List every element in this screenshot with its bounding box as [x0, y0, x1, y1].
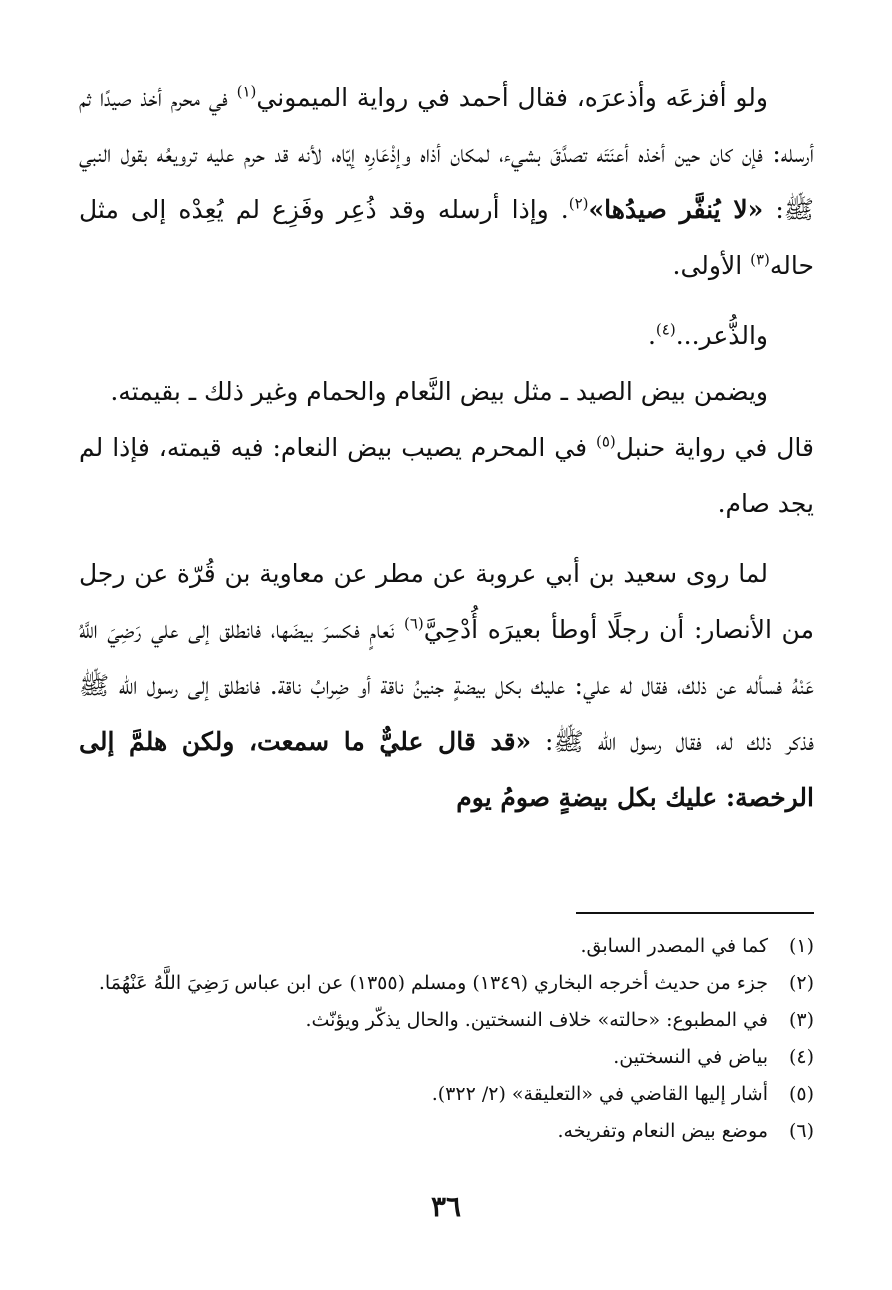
footnote-divider — [576, 912, 814, 914]
p4-text-2: في المحرم يصيب بيض النعام: فيه قيمته، فإذا لم يجد صام. — [79, 433, 814, 518]
footnote-text: كما في المصدر السابق. — [580, 935, 768, 957]
p2-text: والذُّعر... — [675, 321, 768, 350]
p5-text-2: نَعامٍ فكسرَ بيضَها، فانطلق إلى علي رَضِيَ اللَّهُ عَنْهُ فسأله عن ذلك، فقال له علي: عليك بكل بيضةٍ جنينُ ناقة أو ضِرابُ ناقة. فانطلق إلى رسول الله ﷺ فذكر ذلك له، فقال رسول الله ﷺ: — [79, 615, 814, 756]
p1-text-1: ولو أفزعَه وأذعرَه، فقال أحمد في رواية الميموني — [256, 83, 768, 112]
footnote-number: (٢) — [788, 972, 814, 994]
p1-text-4: الأولى. — [672, 251, 751, 280]
footnote-text: جزء من حديث أخرجه البخاري (١٣٤٩) ومسلم (١٣٥٥) عن ابن عباس رَضِيَ اللَّهُ عَنْهُمَا. — [98, 972, 768, 994]
footnote-text: في المطبوع: «حالته» خلاف النسختين. والحال يذكّر ويؤنّث. — [305, 1009, 768, 1031]
footnote-5 — [74, 1076, 814, 1113]
footnote-ref-6: (٦) — [403, 614, 424, 633]
p1-text-3: . وإذا أرسله وقد ذُعِر وفَزِع لم يُعِدْه إلى مثل حاله — [79, 195, 814, 280]
footnote-number: (٦) — [788, 1120, 814, 1142]
footnote-number: (١) — [788, 935, 814, 957]
paragraph-3 — [79, 364, 814, 420]
p5-text-1: لما روى سعيد بن أبي عروبة عن مطر عن معاوية بن قُرّة عن رجل من الأنصار: أن رجلًا أوطأ بعيرَه أُدْحِيَّ — [79, 559, 814, 644]
footnote-2 — [74, 965, 814, 1002]
footnote-ref-2: (٢) — [568, 194, 589, 213]
footnote-3 — [74, 1002, 814, 1039]
footnote-ref-1: (١) — [236, 82, 257, 101]
footnote-6 — [74, 1113, 814, 1150]
paragraph-1 — [79, 70, 814, 294]
paragraph-5 — [79, 546, 814, 826]
p3-text: ويضمن بيض الصيد ـ مثل بيض النَّعام والحمام وغير ذلك ـ بقيمته. — [110, 377, 768, 406]
footnotes-list — [74, 928, 814, 1150]
p1-text-2: في محرم أخذ صيدًا ثم أرسله: فإن كان حين أخذه أعنَتَه تصدَّقَ بشيء، لمكان أذاه وإذْعَارِه إيّاه، لأنه قد حرم عليه ترويعُه بقول النبي ﷺ: — [79, 83, 814, 224]
main-text — [79, 70, 814, 826]
p2-end: . — [647, 321, 656, 350]
footnote-number: (٥) — [788, 1083, 814, 1105]
paragraph-4 — [79, 420, 814, 532]
footnote-ref-4: (٤) — [655, 320, 676, 339]
footnote-text: بياض في النسختين. — [613, 1046, 768, 1068]
footnote-ref-5: (٥) — [595, 432, 616, 451]
footnote-number: (٣) — [788, 1009, 814, 1031]
paragraph-2 — [79, 308, 814, 364]
footnote-4 — [74, 1039, 814, 1076]
footnote-number: (٤) — [788, 1046, 814, 1068]
page-number: ٣٦ — [430, 1190, 462, 1223]
hadith-quote: «لا يُنفَّر صيدُها» — [588, 195, 764, 224]
footnote-text: أشار إليها القاضي في «التعليقة» (٢/ ٣٢٢). — [431, 1083, 768, 1105]
footnote-1 — [74, 928, 814, 965]
footnote-ref-3: (٣) — [750, 250, 770, 269]
hadith-quote-2: «قد قال عليٌّ ما سمعت، ولكن هلمَّ إلى الرخصة: عليك بكل بيضةٍ صومُ يوم — [79, 727, 814, 812]
p4-text-1: قال في رواية حنبل — [615, 433, 814, 462]
footnote-text: موضع بيض النعام وتفريخه. — [557, 1120, 768, 1142]
